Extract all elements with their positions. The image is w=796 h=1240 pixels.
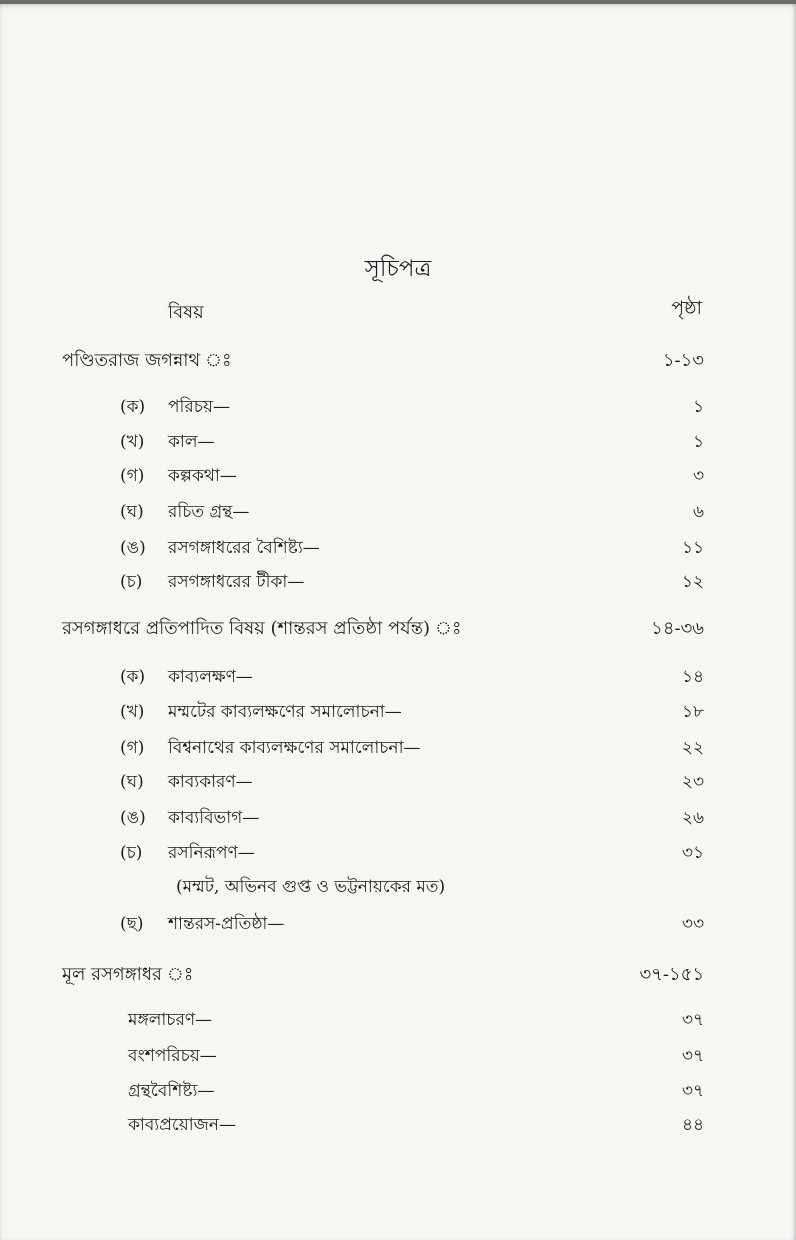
item-page: ২২ (681, 738, 704, 758)
item-letter: (ঘ) (120, 772, 144, 792)
item-page: ৩১ (681, 843, 704, 863)
item-label: শান্তরস-প্রতিষ্ঠা— (168, 914, 285, 934)
section-pages: ১৪-৩৬ (651, 618, 704, 639)
item-letter: (খ) (120, 432, 145, 452)
item-label: কাল— (168, 432, 215, 452)
item-label: কল্পকথা— (168, 466, 237, 486)
column-header-subject: বিষয় (168, 302, 204, 323)
item-page: ১১ (681, 538, 704, 558)
section-title: মূল রসগঙ্গাধর ঃ (62, 964, 194, 985)
page-top-edge (0, 0, 796, 4)
section-pages: ৩৭-১৫১ (639, 964, 704, 985)
item-letter: (চ) (120, 572, 143, 592)
item-label: পরিচয়— (168, 397, 230, 417)
item-page: ৪৪ (681, 1115, 704, 1135)
item-letter: (গ) (120, 466, 145, 486)
item-page: ১৪ (681, 667, 704, 687)
item-page: ৬ (692, 502, 704, 522)
item-letter: (ক) (120, 397, 146, 417)
item-page: ৩ (692, 466, 704, 486)
item-letter: (ঙ) (120, 808, 146, 828)
page-title: সূচিপত্র (364, 256, 432, 282)
item-letter: (চ) (120, 843, 143, 863)
item-page: ২৩ (681, 772, 704, 792)
item-page: ৩৭ (681, 1046, 704, 1066)
item-label: রসগঙ্গাধরের বৈশিষ্ট্য— (168, 538, 320, 558)
item-label: কাব্যপ্রয়োজন— (128, 1115, 237, 1135)
column-header-page: পৃষ্ঠা (671, 297, 702, 319)
item-note: (মম্মট, অভিনব গুপ্ত ও ভট্টনায়কের মত) (176, 877, 446, 897)
item-page: ১৮ (681, 702, 704, 722)
item-letter: (খ) (120, 702, 145, 722)
item-page: ২৬ (681, 808, 704, 828)
item-letter: (ঙ) (120, 538, 146, 558)
item-label: রসনিরূপণ— (168, 843, 255, 863)
item-label: রসগঙ্গাধরের টীকা— (168, 572, 305, 592)
item-label: কাব্যবিভাগ— (168, 808, 260, 828)
item-letter: (ঘ) (120, 502, 144, 522)
item-label: মম্মটের কাব্যলক্ষণের সমালোচনা— (168, 702, 402, 722)
item-label: কাব্যকারণ— (168, 772, 253, 792)
item-page: ১২ (681, 572, 704, 592)
item-letter: (ছ) (120, 914, 144, 934)
item-label: গ্রন্থবৈশিষ্ট্য— (128, 1081, 215, 1101)
item-label: রচিত গ্রন্থ— (168, 502, 250, 522)
item-letter: (ক) (120, 667, 146, 687)
item-page: ৩৩ (681, 914, 704, 934)
item-label: বিশ্বনাথের কাব্যলক্ষণের সমালোচনা— (168, 738, 421, 758)
item-page: ১ (692, 432, 704, 452)
section-pages: ১-১৩ (662, 350, 704, 371)
item-page: ৩৭ (681, 1010, 704, 1030)
item-page: ১ (692, 397, 704, 417)
section-title: রসগঙ্গাধরে প্রতিপাদিত বিষয় (শান্তরস প্রতিষ্ঠা পর্যন্ত) ঃ (62, 618, 462, 639)
item-page: ৩৭ (681, 1081, 704, 1101)
section-title: পণ্ডিতরাজ জগন্নাথ ঃ (62, 350, 232, 371)
item-label: কাব্যলক্ষণ— (168, 667, 253, 687)
item-label: বংশপরিচয়— (128, 1046, 217, 1066)
item-letter: (গ) (120, 738, 145, 758)
item-label: মঙ্গলাচরণ— (128, 1010, 213, 1030)
